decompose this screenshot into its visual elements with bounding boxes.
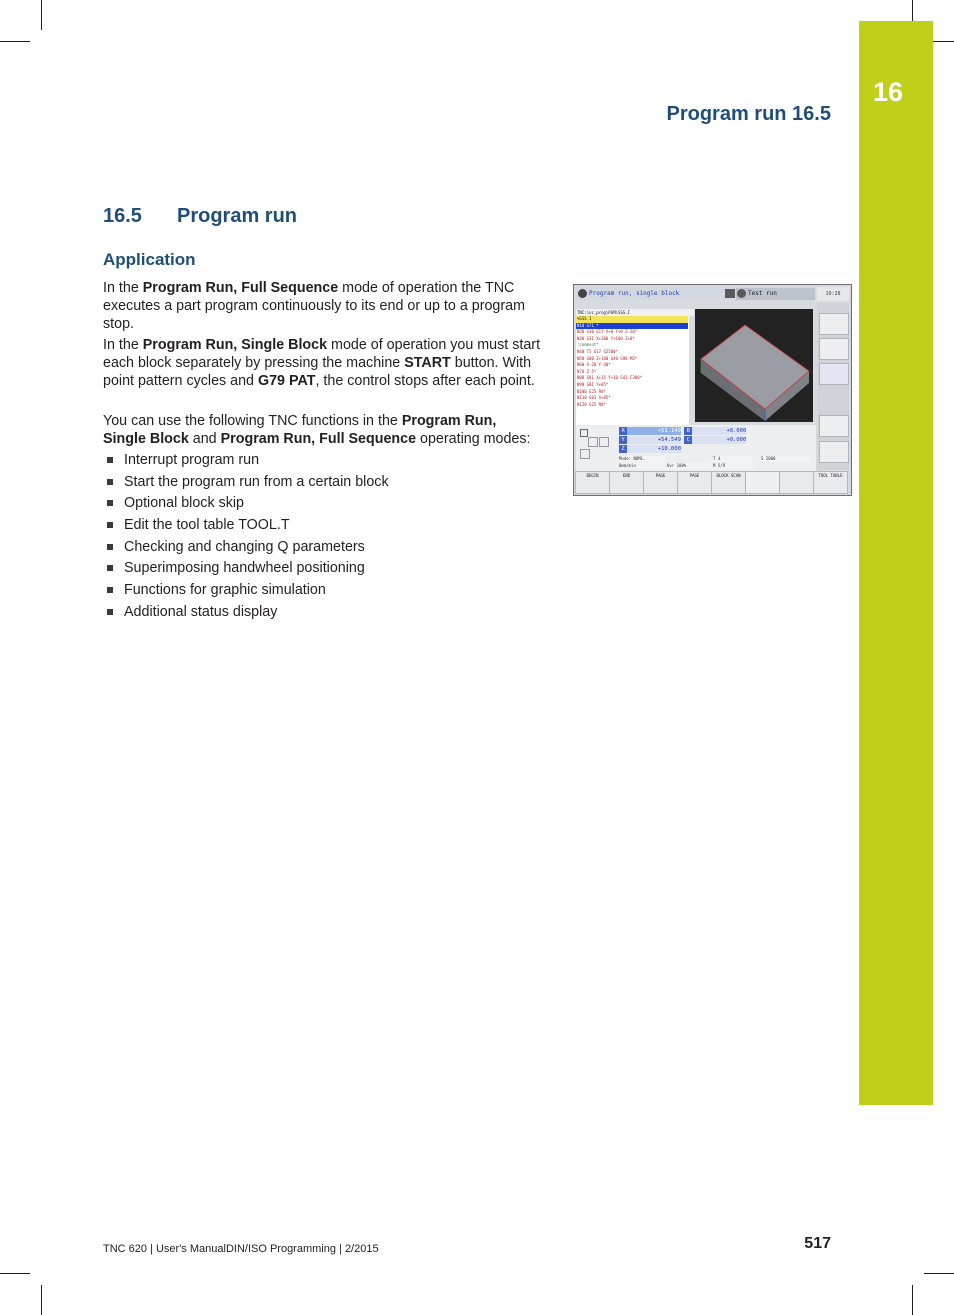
test-run-icon — [737, 289, 746, 298]
program-panel — [576, 309, 693, 427]
mode-title: Program run, single block — [589, 290, 680, 297]
emphasis: Program Run, Full Sequence — [220, 431, 417, 447]
secondary-mode-title: Test run — [748, 290, 777, 297]
spindle-override[interactable] — [819, 415, 849, 437]
side-softkey[interactable] — [819, 338, 849, 360]
status-box — [599, 437, 609, 447]
axis-name: Y — [619, 436, 627, 444]
axis-row-y — [619, 436, 746, 444]
crop-mark — [912, 1285, 913, 1315]
mode-info: Mode: NOML. — [619, 456, 665, 462]
side-softkey[interactable] — [819, 313, 849, 335]
program-line[interactable]: %SSS I — [576, 316, 688, 323]
emphasis: Program Run, Single Block — [142, 337, 328, 353]
list-item: Start the program run from a certain block — [103, 473, 389, 495]
chapter-tab — [859, 21, 933, 1105]
axis-name: B — [684, 427, 692, 435]
softkey-bar — [575, 471, 850, 493]
axis-row-x — [619, 427, 746, 435]
program-line-selected[interactable]: N10 G71 * — [576, 323, 688, 330]
softkey-page-up[interactable]: PAGE — [643, 471, 678, 494]
program-line[interactable]: N70 Z-5* — [577, 368, 597, 374]
softkey-empty[interactable] — [745, 471, 780, 494]
program-line[interactable]: N50 G00 Z+100 G40 G90 M3* — [577, 355, 638, 361]
program-line[interactable]: N40 T5 G17 S2500* — [577, 348, 618, 354]
program-line[interactable]: ;comment* — [577, 342, 599, 348]
emphasis: G79 PAT — [257, 373, 316, 389]
emphasis: Program Run, Full Sequence — [142, 280, 339, 296]
scrollbar[interactable] — [689, 316, 693, 427]
axis-value: +0.000 — [692, 436, 746, 444]
feed-info: 0mm/min — [619, 463, 665, 469]
chapter-number: 16 — [872, 77, 904, 107]
axis-name: Z — [619, 445, 627, 453]
status-checkbox — [580, 429, 588, 437]
program-line[interactable]: N100 G25 R8* — [577, 388, 606, 394]
softkey-page-down[interactable]: PAGE — [677, 471, 712, 494]
axis-value: +51.149 — [627, 427, 681, 435]
crop-mark — [0, 1273, 30, 1274]
status-box — [580, 449, 590, 459]
program-path: TNC:\nc_prog\PGM\SSS.I — [576, 309, 694, 316]
paragraph-1 — [103, 279, 543, 333]
position-display — [576, 425, 816, 471]
softkey-empty[interactable] — [779, 471, 814, 494]
softkey-end[interactable]: END — [609, 471, 644, 494]
program-line[interactable]: N30 G31 X+100 Y+100 Z+0* — [577, 335, 635, 341]
list-item: Checking and changing Q parameters — [103, 538, 389, 560]
text: mode of operation the TNC executes a part program continuously to its end or up to a program stop. — [103, 280, 525, 332]
list-item: Interrupt program run — [103, 451, 389, 473]
status-icons — [578, 427, 616, 461]
softkey-tool-table[interactable]: TOOL TABLE — [813, 471, 848, 494]
list-item: Edit the tool table TOOL.T — [103, 516, 389, 538]
footer: TNC 620 | User's ManualDIN/ISO Programming | 2/2015 — [103, 1243, 379, 1255]
crop-mark — [41, 1285, 42, 1315]
side-softkey[interactable] — [819, 363, 849, 385]
m-function-info: M 5/9 — [713, 463, 753, 469]
dnc-icon — [725, 289, 735, 298]
axis-value: +10.000 — [627, 445, 681, 453]
crop-mark — [41, 0, 42, 30]
emphasis: Program Run, Single Block — [103, 413, 497, 447]
page-number: 517 — [804, 1235, 831, 1252]
axis-value: +0.000 — [692, 427, 746, 435]
paragraph-2 — [103, 336, 543, 390]
axis-value: +54.549 — [627, 436, 681, 444]
clock: 10:28 — [817, 287, 849, 301]
section-number: 16.5 — [103, 205, 142, 227]
list-item: Functions for graphic simulation — [103, 581, 389, 603]
status-box — [588, 437, 598, 447]
tool-info: T 4 — [713, 456, 753, 462]
side-softkey-panel — [817, 303, 849, 470]
program-line[interactable]: N60 X-20 Y-30* — [577, 362, 611, 368]
crop-mark — [924, 1273, 954, 1274]
program-line[interactable]: N90 G01 Y+85* — [577, 381, 609, 387]
text: button. With point pattern cycles and — [103, 355, 532, 389]
paragraph-3 — [103, 412, 543, 448]
axis-row-z — [619, 445, 681, 453]
function-list — [103, 451, 389, 625]
mode-header — [576, 287, 816, 300]
section-title-text: Program run — [177, 205, 298, 227]
tnc-screenshot — [573, 284, 852, 496]
axis-name: X — [619, 427, 627, 435]
text: and — [188, 431, 221, 447]
simulation-graphic — [695, 309, 813, 422]
list-item: Additional status display — [103, 603, 389, 625]
program-line[interactable]: N110 G01 X+85* — [577, 395, 611, 401]
softkey-block-scan[interactable]: BLOCK SCAN — [711, 471, 746, 494]
axis-name: C — [684, 436, 692, 444]
softkey-begin[interactable]: BEGIN — [575, 471, 610, 494]
running-head: Program run 16.5 — [666, 103, 831, 125]
text: operating modes: — [416, 431, 531, 447]
list-item: Superimposing handwheel positioning — [103, 559, 389, 581]
spindle-info: S 2000 — [761, 456, 811, 462]
feed-override[interactable] — [819, 441, 849, 463]
text: In the — [103, 337, 143, 353]
program-line[interactable]: N80 G01 X+15 Y+10 G41 F300* — [577, 375, 643, 381]
mode-icon — [578, 289, 587, 298]
subsection-title: Application — [103, 250, 196, 269]
section-title — [103, 205, 297, 228]
workpiece-graphic — [695, 309, 813, 422]
crop-mark — [0, 41, 30, 42]
program-listing — [576, 316, 688, 408]
text: You can use the following TNC functions in the — [103, 413, 402, 429]
text: mode of operation you must start each block separately by pressing the machine — [103, 337, 541, 371]
text: , the control stops after each point. — [315, 373, 535, 389]
program-line[interactable]: N120 G25 R8* — [577, 401, 606, 407]
emphasis: START — [404, 355, 451, 371]
text: In the — [103, 280, 143, 296]
program-line[interactable]: N20 G30 G17 X+0 Y+0 Z-20* — [577, 329, 638, 335]
override-info: Ovr 100% — [667, 463, 711, 469]
list-item: Optional block skip — [103, 494, 389, 516]
